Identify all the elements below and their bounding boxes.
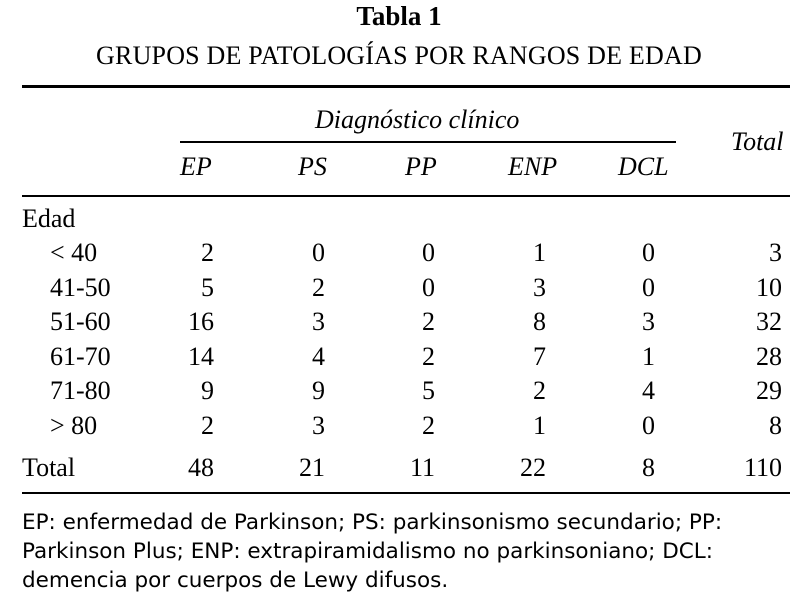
bottom-rule <box>22 492 790 494</box>
cell-total: 8 <box>769 411 782 440</box>
cell-pp: 0 <box>422 273 435 302</box>
cell-total: 29 <box>756 376 782 405</box>
cell-pp: 2 <box>422 307 435 336</box>
row-label: 51-60 <box>50 307 111 336</box>
row-label: < 40 <box>50 238 98 267</box>
cell-ps: 3 <box>312 307 325 336</box>
cell-total: 3 <box>769 238 782 267</box>
row-label: 61-70 <box>50 342 111 371</box>
cell-dcl: 1 <box>642 342 655 371</box>
row-label: > 80 <box>50 411 98 440</box>
cell-total: 10 <box>756 273 782 302</box>
top-rule <box>22 85 790 88</box>
cell-ep: 9 <box>201 376 214 405</box>
column-header-pp: PP <box>405 152 437 181</box>
group-header-rule <box>180 141 676 143</box>
cell-dcl: 4 <box>642 376 655 405</box>
cell-pp: 2 <box>422 342 435 371</box>
cell-dcl: 0 <box>642 411 655 440</box>
cell-enp: 2 <box>533 376 546 405</box>
group-header: Diagnóstico clínico <box>315 105 520 134</box>
cell-ps: 9 <box>312 376 325 405</box>
table-title: Tabla 1 <box>356 1 442 31</box>
table-footnote: EP: enfermedad de Parkinson; PS: parkinsonismo secundario; PP: Parkinson Plus; ENP: extrapiramidalismo no parkinsoniano; DCL: demencia por cuerpos de Lewy difusos. <box>22 510 723 593</box>
table-subtitle: GRUPOS DE PATOLOGÍAS POR RANGOS DE EDAD <box>96 41 702 70</box>
cell-dcl: 8 <box>642 453 655 482</box>
row-label: 71-80 <box>50 376 111 405</box>
column-header-ep: EP <box>180 152 212 181</box>
cell-ps: 3 <box>312 411 325 440</box>
cell-ep: 14 <box>188 342 214 371</box>
cell-ep: 48 <box>188 453 214 482</box>
cell-ep: 5 <box>201 273 214 302</box>
cell-pp: 11 <box>409 453 435 482</box>
cell-dcl: 3 <box>642 307 655 336</box>
cell-total: 28 <box>756 342 782 371</box>
column-header-dcl: DCL <box>618 152 669 181</box>
cell-ep: 2 <box>201 411 214 440</box>
cell-ep: 16 <box>188 307 214 336</box>
cell-enp: 1 <box>533 238 546 267</box>
cell-ps: 21 <box>299 453 325 482</box>
cell-ps: 4 <box>312 342 325 371</box>
total-row-label: Total <box>22 453 76 482</box>
section-label: Edad <box>22 204 76 233</box>
cell-dcl: 0 <box>642 273 655 302</box>
row-label: 41-50 <box>50 273 111 302</box>
cell-pp: 2 <box>422 411 435 440</box>
total-header: Total <box>731 127 784 156</box>
cell-total: 32 <box>756 307 782 336</box>
cell-ep: 2 <box>201 238 214 267</box>
cell-enp: 7 <box>533 342 546 371</box>
cell-ps: 2 <box>312 273 325 302</box>
cell-ps: 0 <box>312 238 325 267</box>
cell-enp: 1 <box>533 411 546 440</box>
cell-enp: 3 <box>533 273 546 302</box>
column-header-enp: ENP <box>508 152 558 181</box>
cell-enp: 22 <box>520 453 546 482</box>
column-header-ps: PS <box>298 152 327 181</box>
cell-pp: 5 <box>422 376 435 405</box>
cell-pp: 0 <box>422 238 435 267</box>
cell-enp: 8 <box>533 307 546 336</box>
cell-dcl: 0 <box>642 238 655 267</box>
header-rule <box>22 195 790 197</box>
cell-total: 110 <box>743 453 782 482</box>
